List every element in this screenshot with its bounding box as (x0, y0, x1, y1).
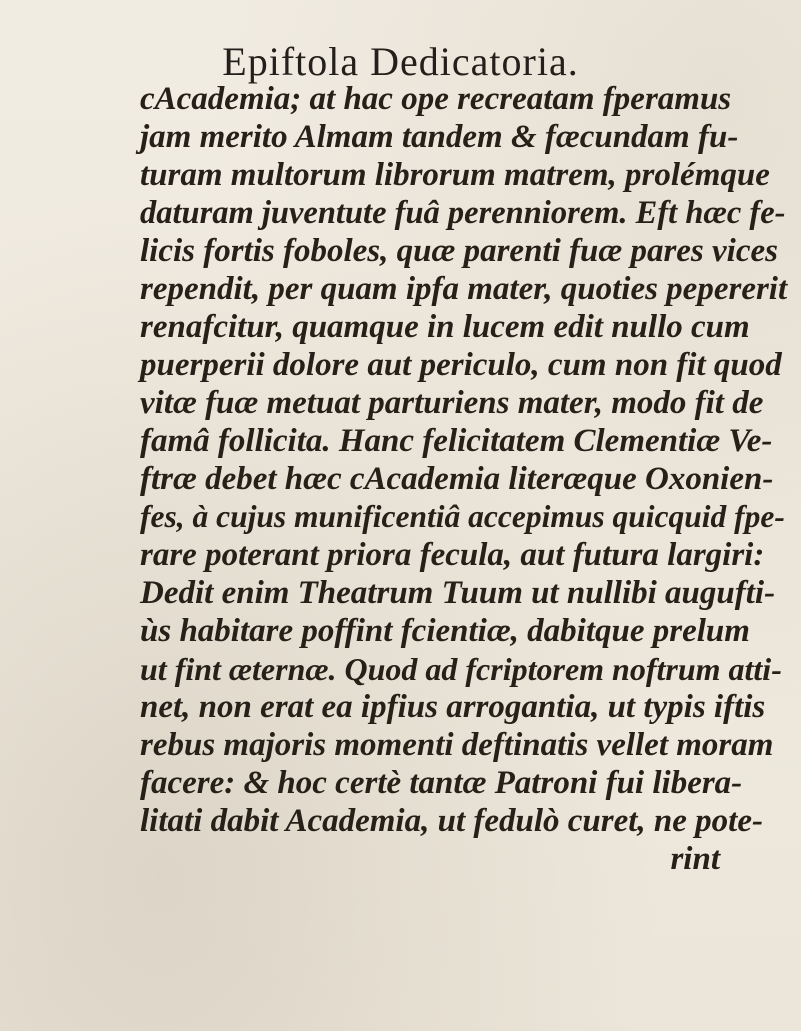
text-line: vitæ fuæ metuat parturiens mater, modo fit de (140, 385, 764, 421)
text-line: cAcademia; at hac ope recreatam fperamus (140, 81, 732, 117)
text-line: renafcitur, quamque in lucem edit nullo cum (140, 309, 750, 345)
page-header: Epiftola Dedicatoria. (222, 39, 579, 84)
text-line: licis fortis foboles, quæ parenti fuæ pares vices (140, 233, 778, 269)
text-line: ftræ debet hæc cAcademia literæque Oxonien- (140, 461, 774, 497)
text-line: litati dabit Academia, ut fedulò curet, ne pote- (140, 803, 763, 839)
text-line: ùs habitare poffint fcientiæ, dabitque prelum (140, 613, 750, 649)
text-line: rebus majoris momenti deftinatis vellet moram (140, 727, 774, 763)
text-line: rare poterant priora fecula, aut futura largiri: (140, 537, 765, 573)
text-line: fes, à cujus munificentiâ accepimus quicquid fpe- (140, 499, 785, 534)
text-line: puerperii dolore aut periculo, cum non fit quod (140, 347, 782, 383)
text-line: turam multorum librorum matrem, prolémque (140, 157, 770, 193)
text-line: facere: & hoc certè tantæ Patroni fui libera- (140, 765, 743, 801)
catchword: rint (670, 841, 720, 877)
text-line: rependit, per quam ipfa mater, quoties pepererit (140, 271, 788, 307)
text-line: net, non erat ea ipfius arrogantia, ut typis iftis (140, 689, 766, 725)
text-line: jam merito Almam tandem & fæcundam fu- (140, 119, 739, 155)
text-line: daturam juventute fuâ perenniorem. Eft hæc fe- (140, 195, 786, 231)
text-line: Dedit enim Theatrum Tuum ut nullibi augufti- (140, 575, 776, 611)
text-line: ut fint æternæ. Quod ad fcriptorem noftrum atti- (140, 651, 782, 687)
body-text (140, 80, 790, 878)
text-line: famâ follicita. Hanc felicitatem Clementiæ Ve- (140, 423, 773, 459)
